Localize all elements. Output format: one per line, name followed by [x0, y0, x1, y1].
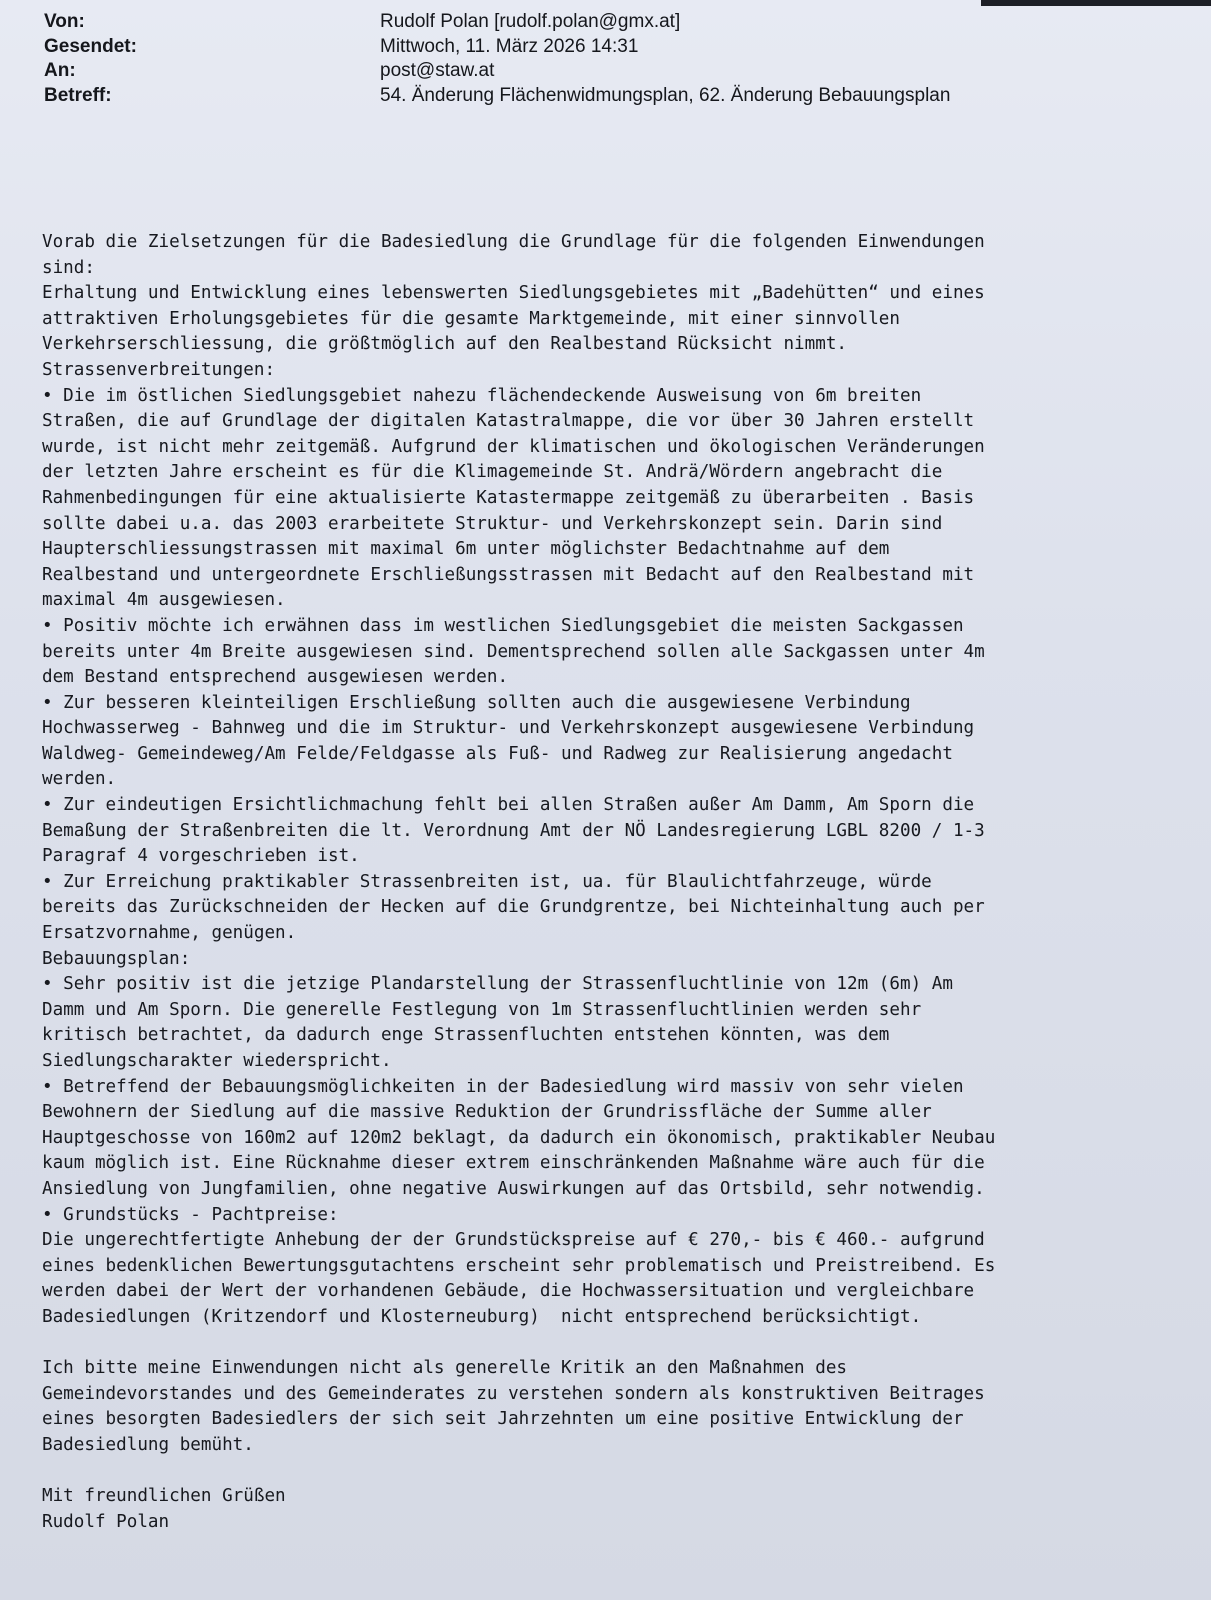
from-value: Rudolf Polan [rudolf.polan@gmx.at] — [380, 11, 681, 32]
body-line: Gemeindevorstandes und des Gemeinderates zu verstehen sondern als konstruktiven Beitrages — [42, 1383, 985, 1404]
body-line: Straßen, die auf Grundlage der digitalen Katastralmappe, die vor über 30 Jahren erstellt — [42, 411, 975, 432]
header-row-subject — [44, 84, 1184, 109]
body-line: • Zur Erreichung praktikabler Strassenbreiten ist, ua. für Blaulichtfahrzeuge, würde — [42, 871, 932, 892]
body-line: Bewohnern der Siedlung auf die massive Reduktion der Grundrissfläche der Summe aller — [42, 1102, 932, 1123]
body-line: der letzten Jahre erscheint es für die Klimagemeinde St. Andrä/Wördern angebracht die — [42, 462, 943, 483]
sent-label: Gesendet: — [44, 35, 137, 57]
body-line: Mit freundlichen Grüßen — [42, 1486, 286, 1507]
body-line: Paragraf 4 vorgeschrieben ist. — [42, 846, 360, 867]
body-line: • Sehr positiv ist die jetzige Plandarstellung der Strassenfluchtlinie von 12m (6m) Am — [42, 974, 953, 995]
body-line: kaum möglich ist. Eine Rücknahme dieser extrem einschränkenden Maßnahme wäre auch für die — [42, 1153, 985, 1174]
body-line: Die ungerechtfertigte Anhebung der der Grundstückspreise auf € 270,- bis € 460.- aufgrund — [42, 1230, 985, 1251]
header-row-from — [44, 10, 1184, 35]
body-line: Ich bitte meine Einwendungen nicht als generelle Kritik an den Maßnahmen des — [42, 1358, 848, 1379]
body-line: maximal 4m ausgewiesen. — [42, 590, 286, 611]
body-line: • Betreffend der Bebauungsmöglichkeiten in der Badesiedlung wird massiv von sehr vielen — [42, 1076, 964, 1097]
to-value: post@staw.at — [380, 60, 495, 81]
subject-value: 54. Änderung Flächenwidmungsplan, 62. Änderung Bebauungsplan — [380, 84, 951, 106]
body-line: dem Bestand entsprechend ausgewiesen werden. — [42, 667, 509, 688]
body-line: Hochwasserweg - Bahnweg und die im Struktur- und Verkehrskonzept ausgewiesene Verbindung — [42, 718, 975, 739]
body-line: kritisch betrachtet, da dadurch enge Strassenfluchten entstehen könnten, was dem — [42, 1025, 890, 1046]
body-line: Waldweg- Gemeindeweg/Am Felde/Feldgasse als Fuß- und Radweg zur Realisierung angedacht — [42, 743, 953, 764]
email-body — [42, 230, 1177, 1535]
body-line: werden dabei der Wert der vorhandenen Gebäude, die Hochwassersituation und vergleichbare — [42, 1281, 975, 1302]
body-line: • Zur besseren kleinteiligen Erschließung sollten auch die ausgewiesene Verbindung — [42, 692, 911, 713]
body-line: Rudolf Polan — [42, 1511, 170, 1532]
body-line: • Positiv möchte ich erwähnen dass im westlichen Siedlungsgebiet die meisten Sackgassen — [42, 615, 964, 636]
body-line: Siedlungscharakter wiederspricht. — [42, 1051, 392, 1071]
body-line: Rahmenbedingungen für eine aktualisierte Katastermappe zeitgemäß zu überarbeiten . Basis — [42, 487, 975, 508]
body-line: sind: — [42, 257, 95, 278]
body-line: sollte dabei u.a. das 2003 erarbeitete Struktur- und Verkehrskonzept sein. Darin sind — [42, 513, 943, 534]
body-line: Badesiedlung bemüht. — [42, 1434, 254, 1455]
body-line: Ersatzvornahme, genügen. — [42, 923, 297, 944]
body-line: Bebauungsplan: — [42, 948, 191, 969]
paragraph-gap — [42, 1331, 1177, 1357]
body-line: bereits das Zurückschneiden der Hecken auf die Grundgrentze, bei Nichteinhaltung auch per — [42, 897, 985, 918]
body-line: eines besorgten Badesiedlers der sich seit Jahrzehnten um eine positive Entwicklung der — [42, 1409, 964, 1430]
body-line: Strassenverbreitungen: — [42, 359, 276, 380]
subject-label: Betreff: — [44, 84, 112, 106]
body-line: Badesiedlungen (Kritzendorf und Klosterneuburg) nicht entsprechend berücksichtigt. — [42, 1306, 922, 1327]
body-line: • Grundstücks - Pachtpreise: — [42, 1204, 339, 1225]
body-line: Haupterschliessungstrassen mit maximal 6m unter möglichster Bedachtnahme auf dem — [42, 539, 890, 560]
paragraph-gap — [42, 1459, 1177, 1485]
body-line: Ansiedlung von Jungfamilien, ohne negative Auswirkungen auf das Ortsbild, sehr notwendig. — [42, 1178, 985, 1199]
body-line: Bemaßung der Straßenbreiten die lt. Verordnung Amt der NÖ Landesregierung LGBL 8200 / 1-3 — [42, 820, 985, 841]
body-line: bereits unter 4m Breite ausgewiesen sind. Dementsprechend sollen alle Sackgassen unter 4m — [42, 641, 985, 662]
header-row-to — [44, 59, 1184, 84]
body-line: Realbestand und untergeordnete Erschließungsstrassen mit Bedacht auf den Realbestand mit — [42, 564, 975, 585]
body-line: wurde, ist nicht mehr zeitgemäß. Aufgrund der klimatischen und ökologischen Veränderungen — [42, 436, 985, 457]
body-line: • Zur eindeutigen Ersichtlichmachung fehlt bei allen Straßen außer Am Damm, Am Sporn die — [42, 795, 975, 816]
body-line: Damm und Am Sporn. Die generelle Festlegung von 1m Strassenfluchtlinien werden sehr — [42, 999, 922, 1020]
email-header — [44, 10, 1184, 108]
header-row-sent — [44, 35, 1184, 60]
sent-value: Mittwoch, 11. März 2026 14:31 — [380, 35, 639, 57]
to-label: An: — [44, 60, 76, 81]
body-line: Hauptgeschosse von 160m2 auf 120m2 beklagt, da dadurch ein ökonomisch, praktikabler Neubau — [42, 1127, 996, 1148]
from-label: Von: — [44, 11, 85, 32]
body-line: eines bedenklichen Bewertungsgutachtens erscheint sehr problematisch und Preistreibend. Es — [42, 1255, 996, 1276]
body-line: Vorab die Zielsetzungen für die Badesiedlung die Grundlage für die folgenden Einwendungen — [42, 232, 985, 252]
body-line: Verkehrserschliessung, die größtmöglich auf den Realbestand Rücksicht nimmt. — [42, 334, 848, 355]
page-corner-shadow — [981, 0, 1211, 6]
body-line: werden. — [42, 769, 117, 790]
body-line: • Die im östlichen Siedlungsgebiet nahezu flächendeckende Ausweisung von 6m breiten — [42, 385, 922, 406]
body-line: attraktiven Erholungsgebietes für die gesamte Marktgemeinde, mit einer sinnvollen — [42, 308, 900, 329]
body-line: Erhaltung und Entwicklung eines lebenswerten Siedlungsgebietes mit „Badehütten“ und eines — [42, 283, 985, 304]
